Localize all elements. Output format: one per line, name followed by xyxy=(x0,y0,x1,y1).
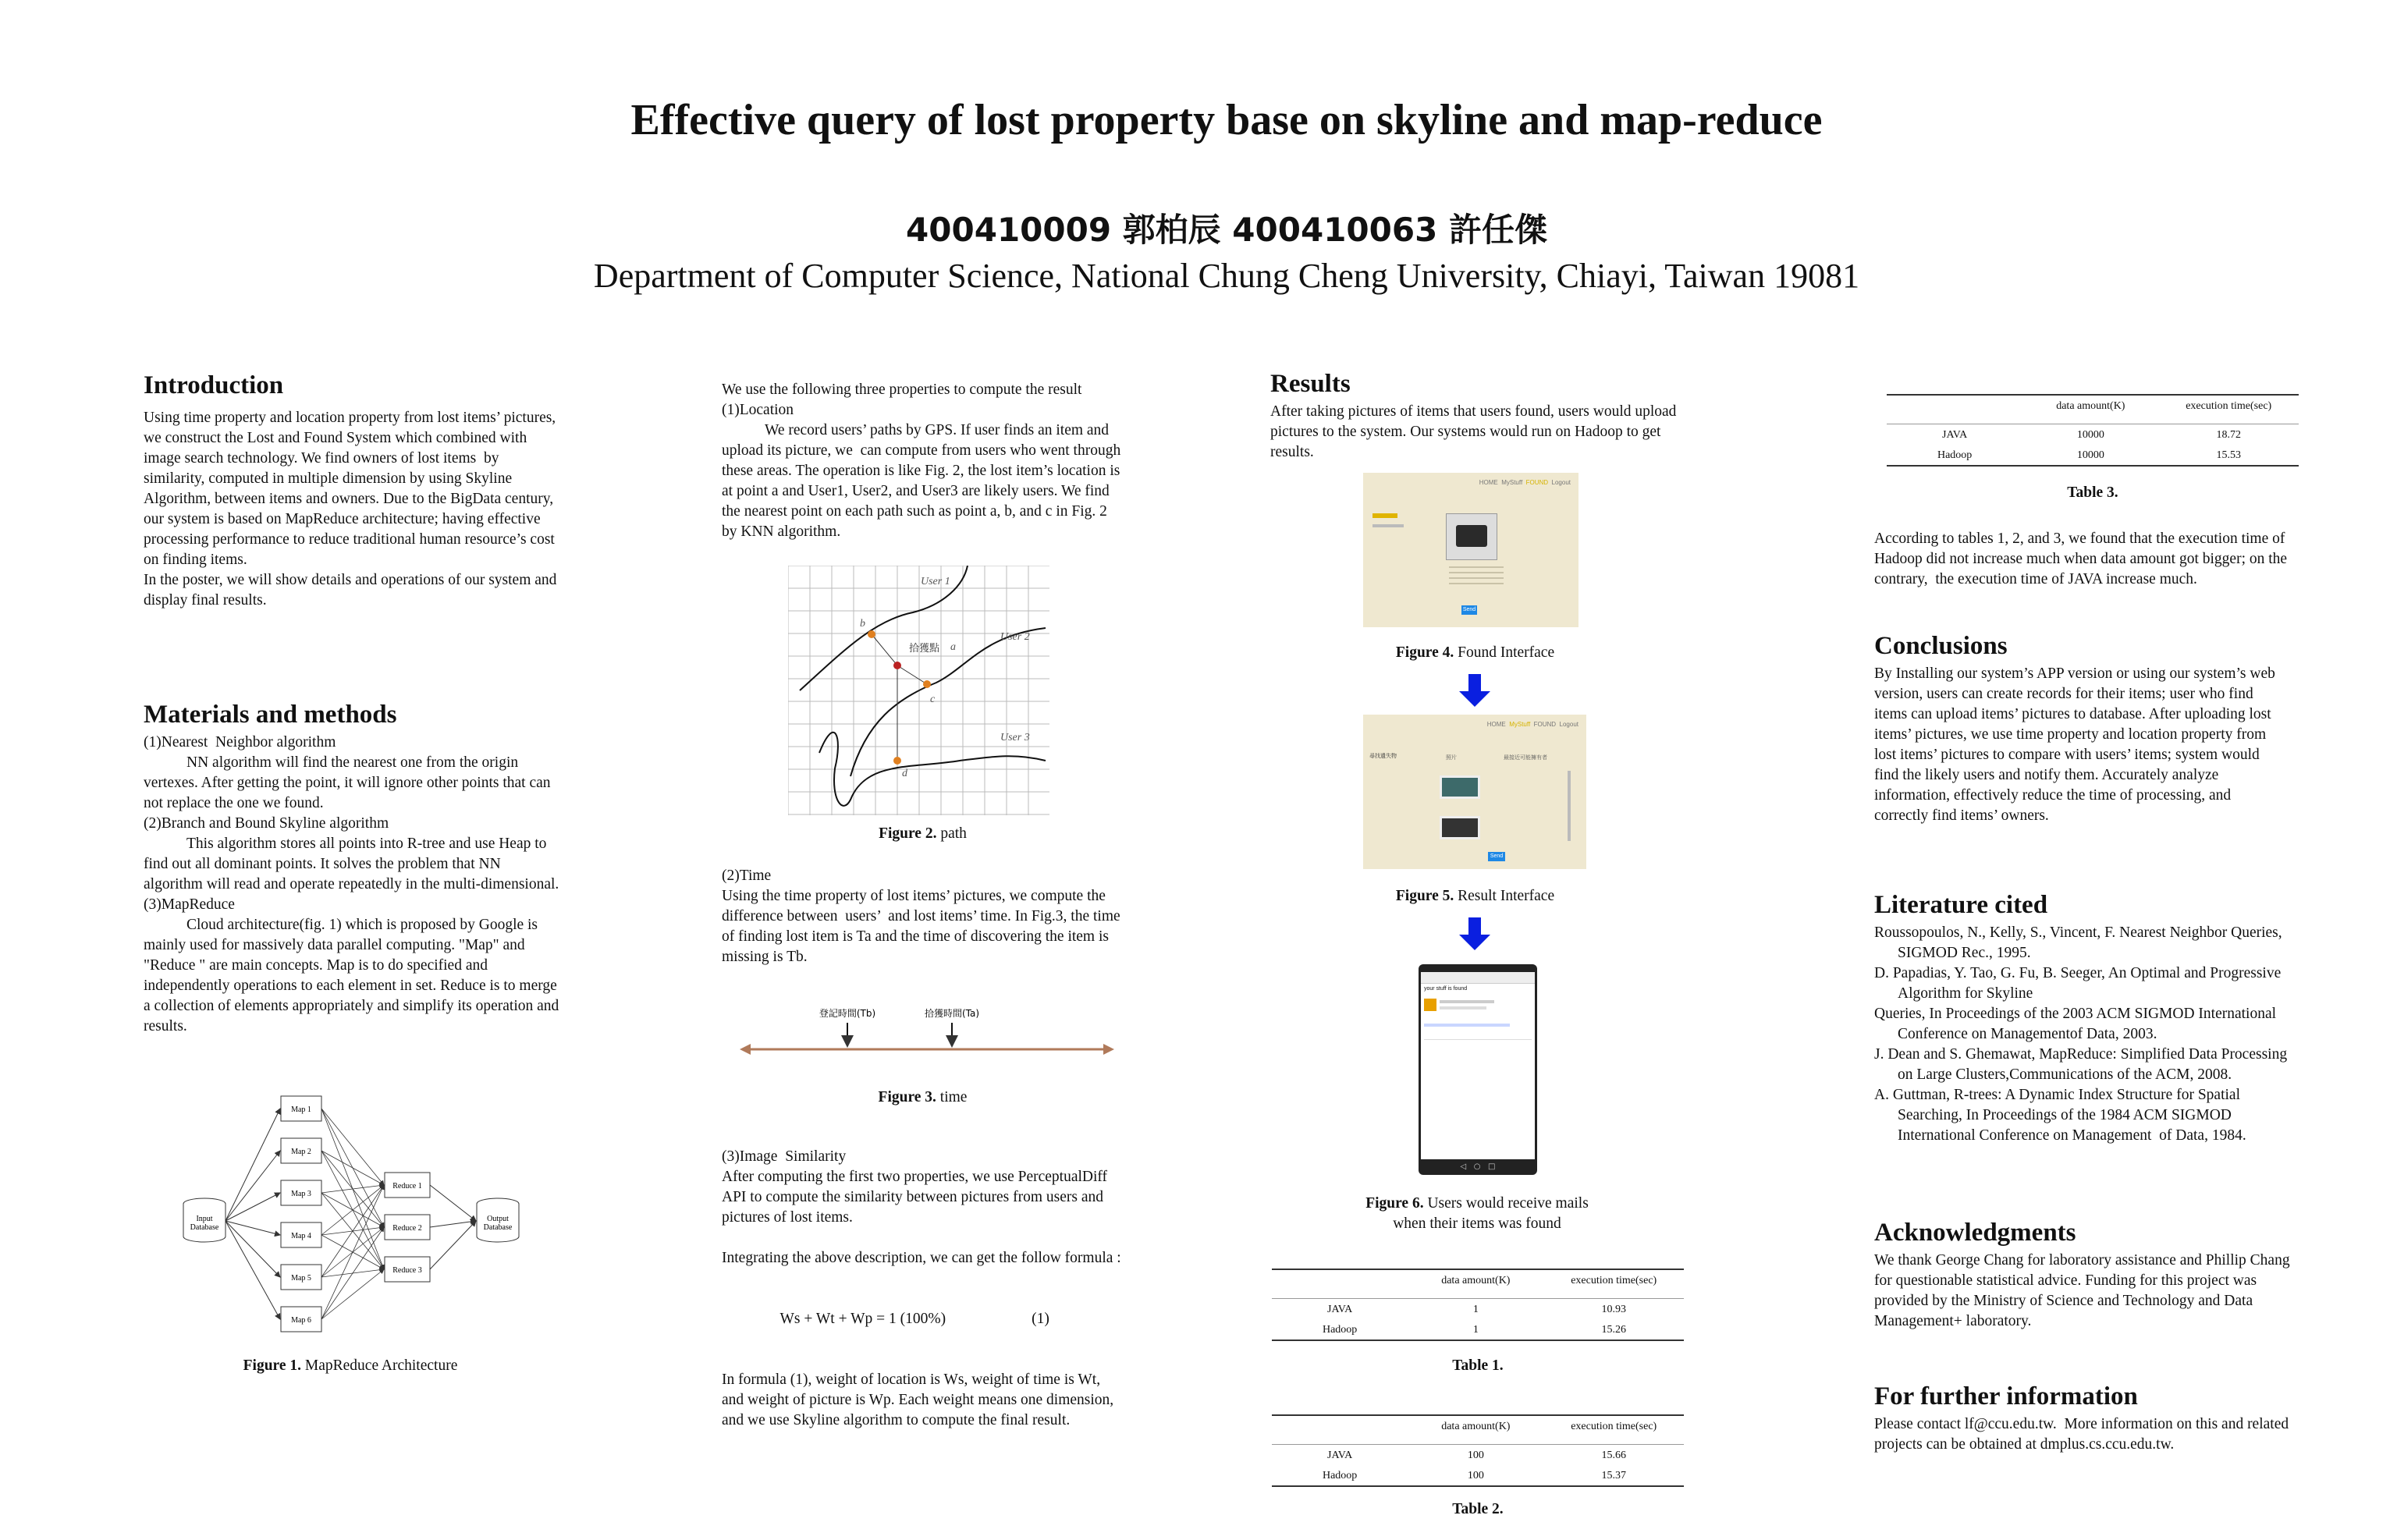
methods-item3-title: (3)MapReduce xyxy=(144,896,235,913)
further-info-heading: For further information xyxy=(1874,1382,2138,1410)
down-arrow-icon xyxy=(1459,917,1490,950)
link-a-c xyxy=(897,665,927,684)
result-sidebar-label: 尋找遺失物 xyxy=(1369,753,1397,759)
point-b xyxy=(868,630,875,638)
literature-item: Roussopoulos, N., Kelly, S., Vincent, F. Nearest Neighbor Queries, SIGMOD Rec., 1995. xyxy=(1874,924,2286,961)
edge-reduce-output xyxy=(430,1221,476,1269)
result-interface-screenshot xyxy=(1363,715,1586,869)
table1-header-time: execution time(sec) xyxy=(1543,1269,1684,1299)
figure1-caption-text: MapReduce Architecture xyxy=(301,1357,458,1374)
user1-label: User 1 xyxy=(921,576,950,587)
edge-map-reduce xyxy=(321,1109,384,1185)
formula-expression: Ws + Wt + Wp = 1 (100%) xyxy=(779,1311,946,1327)
phone-mail-subject: your stuff is found xyxy=(1424,986,1468,992)
introduction-text: Using time property and location property from lost items’ pictures, we construct the Lost and Found System which combined with image search technology. We find owners of lost items by similarity, computed in multiple dimension by using Skyline Algorithm, between items and owners. Due to the BigData century, our system is based on MapReduce architecture; having effective processing performance to reduce traditional human resource’s cost on finding items. In the poster, we will show details and operations of our system and display final results. xyxy=(144,410,557,609)
formula xyxy=(722,1289,1124,1350)
output-database-label-2: Database xyxy=(483,1223,513,1232)
result-photo-header: 照片 xyxy=(1446,754,1457,761)
methods-item1-text: NN algorithm will find the nearest one from the origin vertexes. After getting the point, it will ignore other points that can not replace the one we found. xyxy=(144,754,555,811)
found-send-button[interactable]: Send xyxy=(1461,605,1477,615)
location-title: (1)Location xyxy=(722,402,794,418)
mapreduce-diagram xyxy=(176,1088,527,1342)
table2-header-amount: data amount(K) xyxy=(1408,1415,1543,1445)
figure3-caption-label: Figure 3. xyxy=(878,1089,936,1105)
edge-input-map xyxy=(225,1221,280,1277)
edge-input-map xyxy=(225,1151,280,1221)
authors: 400410009 郭柏辰 400410063 許任傑 xyxy=(906,211,1547,249)
reduce-box-label: Reduce 1 xyxy=(392,1182,422,1190)
figure4-caption xyxy=(1270,644,1680,662)
table3 xyxy=(1887,394,2299,467)
figure3-caption-text: time xyxy=(936,1089,968,1105)
results-heading: Results xyxy=(1270,370,1351,398)
output-database-label-1: Output xyxy=(487,1215,509,1223)
map-box-label: Map 1 xyxy=(291,1105,311,1114)
table-row: JAVA 1 10.93 xyxy=(1327,1304,1626,1315)
point-a xyxy=(893,662,901,669)
map-box-label: Map 6 xyxy=(291,1316,311,1325)
image-similarity-section xyxy=(722,1147,1124,1431)
table2-caption: Table 2. xyxy=(1452,1501,1504,1517)
methods-item2-title: (2)Branch and Bound Skyline algorithm xyxy=(144,815,389,832)
map-box-label: Map 4 xyxy=(291,1232,311,1240)
tables-discussion xyxy=(1874,529,2335,590)
avatar xyxy=(1424,999,1436,1011)
integrate-text: Integrating the above description, we can get the follow formula : xyxy=(722,1250,1121,1266)
results-section xyxy=(1270,370,1680,463)
output-database xyxy=(477,1198,519,1242)
methods-item1-title: (1)Nearest Neighbor algorithm xyxy=(144,734,336,750)
reduce-box-label: Reduce 2 xyxy=(392,1224,422,1233)
conclusions-section xyxy=(1874,632,2288,826)
figure2-caption-label: Figure 2. xyxy=(879,825,937,842)
edge-reduce-output xyxy=(430,1185,476,1221)
figure6-caption-label: Figure 6. xyxy=(1365,1195,1424,1212)
result-nav: HOME MyStuff FOUND Logout xyxy=(1486,721,1578,728)
time-section xyxy=(722,866,1124,967)
figure2-caption-text: path xyxy=(936,825,967,842)
down-arrow-icon xyxy=(1459,674,1490,707)
methods-heading: Materials and methods xyxy=(144,701,397,729)
edge-map-reduce xyxy=(321,1185,384,1277)
figure4-caption-label: Figure 4. xyxy=(1395,644,1454,661)
map-box-label: Map 2 xyxy=(291,1148,311,1156)
table2 xyxy=(1272,1414,1684,1487)
map-box-label: Map 5 xyxy=(291,1274,311,1283)
literature-item: D. Papadias, Y. Tao, G. Fu, B. Seeger, An Optimal and Progressive Algorithm for Skyline xyxy=(1874,965,2285,1002)
methods-item2-text: This algorithm stores all points into R-tree and use Heap to find out all dominant points. It solves the problem that NN algorithm will read and operate repeatedly in the multi-dimensional. xyxy=(144,836,559,892)
point-c xyxy=(923,680,931,688)
table1 xyxy=(1272,1269,1684,1341)
introduction-heading: Introduction xyxy=(144,371,284,399)
conclusions-heading: Conclusions xyxy=(1874,632,2008,660)
time-text: Using the time property of lost items’ pictures, we compute the difference between users’ and lost items’ time. In Fig.3, the time of finding lost item is Ta and the time of discovering the item is missing is Tb. xyxy=(722,888,1124,965)
edge-input-map xyxy=(225,1109,280,1221)
table2-header-time: execution time(sec) xyxy=(1543,1415,1684,1445)
result-photo-1 xyxy=(1440,775,1480,799)
results-text: After taking pictures of items that users found, users would upload pictures to the system. Our systems would run on Hadoop to get results. xyxy=(1270,403,1681,460)
acknowledgments-heading: Acknowledgments xyxy=(1874,1219,2076,1247)
formula-number: (1) xyxy=(1032,1311,1049,1327)
ta-label: 拾獲時間(Ta) xyxy=(924,1008,980,1019)
location-text: We record users’ paths by GPS. If user finds an item and upload its picture, we can compute from users who went through these areas. The operation is like Fig. 2, the lost item’s location is at point a and User1, User2, and User3 are likely users. We find the nearest point on each path such as point a, b, and c in Fig. 2 by KNN algorithm. xyxy=(722,422,1125,540)
edge-map-reduce xyxy=(321,1227,384,1319)
timeline-diagram xyxy=(740,1002,1114,1065)
methods-item3-text: Cloud architecture(fig. 1) which is proposed by Google is mainly used for massively data parallel computing. "Map" and "Reduce " are main concepts. Map is to do specified and independently operations to each element in set. Reduce is to merge a collection of elements appropriately and simplify its operation and results. xyxy=(144,917,565,1034)
figure2-caption xyxy=(722,825,1124,843)
table3-header-amount: data amount(K) xyxy=(2022,395,2158,424)
result-photo-2 xyxy=(1440,816,1480,839)
input-database-label-1: Input xyxy=(196,1215,213,1223)
image-similarity-text: After computing the first two properties, we use PerceptualDiff API to compute the similarity between pictures from users and pictures of lost items. xyxy=(722,1169,1110,1226)
map-box-label: Map 3 xyxy=(291,1190,311,1198)
tables-discussion-text: According to tables 1, 2, and 3, we found that the execution time of Hadoop did not increase much when data amount got bigger; on the contrary, the execution time of JAVA increase much. xyxy=(1874,530,2291,587)
found-nav: HOME MyStuff FOUND Logout xyxy=(1479,479,1571,486)
table-row: JAVA 100 15.66 xyxy=(1327,1450,1626,1461)
table1-caption: Table 1. xyxy=(1452,1357,1504,1374)
input-database xyxy=(183,1198,225,1242)
found-sidebar-mark xyxy=(1373,513,1397,518)
point-c-label: c xyxy=(930,694,936,705)
poster-title: Effective query of lost property base on skyline and map-reduce xyxy=(630,96,1823,144)
table3-header-time: execution time(sec) xyxy=(2158,395,2299,424)
figure5-caption-label: Figure 5. xyxy=(1395,888,1454,904)
user3-label: User 3 xyxy=(1000,732,1030,743)
table-row: JAVA 10000 18.72 xyxy=(1942,429,2241,441)
time-title: (2)Time xyxy=(722,868,772,884)
further-info-text: Please contact lf@ccu.edu.tw. More information on this and related projects can be obtained at dmplus.cs.ccu.edu.tw. xyxy=(1874,1416,2292,1453)
properties-intro: We use the following three properties to compute the result xyxy=(722,381,1082,398)
properties-section xyxy=(722,380,1124,542)
phone-nav-bar: ◁ ○ □ xyxy=(1460,1162,1496,1171)
edge-input-map xyxy=(225,1193,280,1221)
figure1-caption-label: Figure 1. xyxy=(243,1357,302,1374)
phone-screenshot xyxy=(1419,964,1537,1175)
result-send-button[interactable]: Send xyxy=(1488,852,1505,861)
input-database-label-2: Database xyxy=(190,1223,219,1232)
edge-map-reduce xyxy=(321,1185,384,1193)
literature-heading: Literature cited xyxy=(1874,891,2048,919)
path-diagram xyxy=(788,566,1049,815)
table1-header-amount: data amount(K) xyxy=(1408,1269,1543,1299)
figure5-caption-text: Result Interface xyxy=(1454,888,1555,904)
acknowledgments-text: We thank George Chang for laboratory assistance and Phillip Chang for questionable statistical advice. Funding for this project was provided by the Ministry of Science and Technology and Data Management+ laboratory. xyxy=(1874,1252,2294,1329)
literature-item: A. Guttman, R-trees: A Dynamic Index Structure for Spatial Searching, In Proceedings of the 1984 ACM SIGMOD International Conference on Management of Data, 1984. xyxy=(1874,1087,2246,1144)
figure6-caption xyxy=(1348,1194,1606,1234)
image-similarity-title: (3)Image Similarity xyxy=(722,1148,847,1165)
point-d xyxy=(893,757,901,765)
literature-item: J. Dean and S. Ghemawat, MapReduce: Simplified Data Processing on Large Clusters,Communications of the ACM, 2008. xyxy=(1874,1046,2291,1083)
center-point-label: 拾獲點 xyxy=(909,643,940,655)
literature-item: Queries, In Proceedings of the 2003 ACM SIGMOD International Conference on Managementof Data, 2003. xyxy=(1874,1006,2280,1042)
table-row: Hadoop 100 15.37 xyxy=(1272,1465,1684,1486)
table-row: Hadoop 1 15.26 xyxy=(1272,1319,1684,1340)
user2-path xyxy=(850,628,1046,776)
edge-reduce-output xyxy=(430,1221,476,1227)
tb-label: 登記時間(Tb) xyxy=(819,1008,876,1019)
result-scrollbar[interactable] xyxy=(1568,771,1571,841)
found-item-photo xyxy=(1446,513,1497,560)
formula-text: In formula (1), weight of location is Ws, weight of time is Wt, and weight of picture is Wp. Each weight means one dimension, and we use Skyline algorithm to compute the final result. xyxy=(722,1371,1118,1428)
reduce-box-label: Reduce 3 xyxy=(392,1266,422,1275)
edge-map-reduce xyxy=(321,1269,384,1319)
department: Department of Computer Science, National Chung Cheng University, Chiayi, Taiwan 19081 xyxy=(593,257,1860,295)
table-row: Hadoop 10000 15.53 xyxy=(1887,445,2299,466)
found-interface-screenshot xyxy=(1363,473,1578,627)
figure6-caption-text: Users would receive mails when their items was found xyxy=(1393,1195,1589,1232)
point-a-label: a xyxy=(950,641,956,653)
user2-label: User 2 xyxy=(1000,631,1030,643)
point-d-label: d xyxy=(902,768,907,779)
figure5-caption xyxy=(1270,888,1680,905)
table3-caption: Table 3. xyxy=(2067,484,2118,501)
figure1-caption xyxy=(144,1357,557,1375)
literature-section xyxy=(1874,891,2296,1146)
acknowledgments-section xyxy=(1874,1219,2296,1332)
further-info-section xyxy=(1874,1382,2296,1455)
conclusions-text: By Installing our system’s APP version or using our system’s web version, users can create records for their items; user who find items can upload items’ pictures to database. After uploading lost items’ pictures, we use time property and location property from lost items’ pictures to compare with users’ items; system would find the likely users and notify them. Accurately analyze information, effectively reduce the time of processing, and correctly find items’ owners. xyxy=(1874,665,2279,824)
edge-input-map xyxy=(225,1221,280,1319)
phone-screen xyxy=(1421,972,1535,1159)
figure3-caption xyxy=(722,1089,1124,1106)
result-owner-header: 最接近可能擁有者 xyxy=(1504,754,1547,761)
introduction-section xyxy=(144,371,557,611)
edge-input-map xyxy=(225,1221,280,1235)
methods-section xyxy=(144,701,565,1037)
figure4-caption-text: Found Interface xyxy=(1454,644,1555,661)
point-b-label: b xyxy=(860,618,865,630)
